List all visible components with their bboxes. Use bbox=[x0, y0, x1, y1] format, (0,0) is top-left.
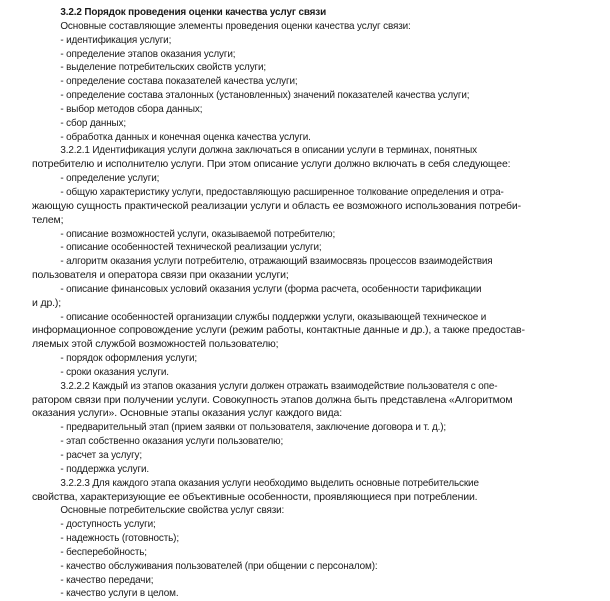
text-line: 3.2.2.3 Для каждого этапа оказания услуги необходимо выделить основные потребительские bbox=[60, 476, 479, 489]
text-line: - качество услуги в целом. bbox=[60, 587, 179, 600]
text-line: - предварительный этап (прием заявки от пользователя, заключение договора и т. д.); bbox=[60, 421, 447, 434]
text-line: пользователя и оператора связи при оказании услуги; bbox=[32, 269, 289, 282]
text-line: информационное сопровождение услуги (режим работы, контактные данные и др.), а также предостав- bbox=[32, 324, 525, 337]
text-line: - определение этапов оказания услуги; bbox=[60, 47, 236, 60]
text-line: жающую сущность практической реализации услуги и область ее возможного использования потреби- bbox=[32, 199, 521, 212]
text-line: потребителю и исполнителю услуги. При этом описание услуги должно включать в себя следующее: bbox=[32, 158, 511, 171]
text-line: - качество передачи; bbox=[60, 573, 154, 586]
text-line: - описание возможностей услуги, оказываемой потребителю; bbox=[60, 227, 336, 240]
text-line: - надежность (готовность); bbox=[60, 532, 179, 545]
text-line: 3.2.2.1 Идентификация услуги должна заключаться в описании услуги в терминах, понятных bbox=[60, 144, 477, 157]
text-line: свойства, характеризующие ее объективные особенности, проявляющиеся при потреблении. bbox=[32, 490, 478, 503]
text-line: ляемых этой службой возможностей пользователю; bbox=[32, 338, 279, 351]
text-line: - определение состава эталонных (установленных) значений показателей качества услуги; bbox=[60, 89, 470, 102]
text-line: - порядок оформления услуги; bbox=[60, 352, 198, 365]
text-line: - сбор данных; bbox=[60, 116, 126, 129]
text-line: - описание особенностей технической реализации услуги; bbox=[60, 241, 322, 254]
text-line: оказания услуги». Основные этапы оказания услуг каждого вида: bbox=[32, 407, 342, 420]
text-line: Основные потребительские свойства услуг связи: bbox=[60, 504, 285, 517]
text-line: - описание финансовых условий оказания услуги (форма расчета, особенности тарификации bbox=[60, 282, 482, 295]
text-line: - определение состава показателей качества услуги; bbox=[60, 75, 298, 88]
text-line: - обработка данных и конечная оценка качества услуги. bbox=[60, 130, 311, 143]
section-heading: 3.2.2 Порядок проведения оценки качества услуг связи bbox=[60, 6, 327, 18]
text-line: телем; bbox=[32, 213, 64, 226]
text-line: - качество обслуживания пользователей (при общении с персоналом): bbox=[60, 559, 378, 572]
text-line: - расчет за услугу; bbox=[60, 449, 142, 461]
text-line: - бесперебойность; bbox=[60, 545, 147, 558]
text-line: - общую характеристику услуги, предоставляющую расширенное толкование определения и отра- bbox=[60, 185, 504, 198]
text-line: - выбор методов сбора данных; bbox=[60, 102, 203, 115]
text-line: - алгоритм оказания услуги потребителю, отражающий взаимосвязь процессов взаимодействия bbox=[60, 255, 493, 268]
text-line: 3.2.2.2 Каждый из этапов оказания услуги должен отражать взаимодействие пользователя с опе- bbox=[60, 379, 498, 392]
document-page bbox=[32, 6, 580, 601]
text-line: - описание особенностей организации службы поддержки услуги, оказывающей техническое и bbox=[60, 310, 487, 323]
text-line: - сроки оказания услуги. bbox=[60, 365, 169, 378]
text-line: Основные составляющие элементы проведения оценки качества услуг связи: bbox=[60, 19, 411, 32]
text-line: - поддержка услуги. bbox=[60, 462, 149, 475]
text-line: - определение услуги; bbox=[60, 172, 160, 185]
text-line: ратором связи при получении услуги. Совокупность этапов должна быть представлена «Алгоритмом bbox=[32, 393, 513, 406]
text-line: - идентификация услуги; bbox=[60, 33, 172, 46]
text-line: и др.); bbox=[32, 296, 62, 309]
text-line: - выделение потребительских свойств услуги; bbox=[60, 61, 267, 74]
text-line: - этап собственно оказания услуги пользователю; bbox=[60, 435, 284, 448]
text-line: - доступность услуги; bbox=[60, 518, 156, 531]
